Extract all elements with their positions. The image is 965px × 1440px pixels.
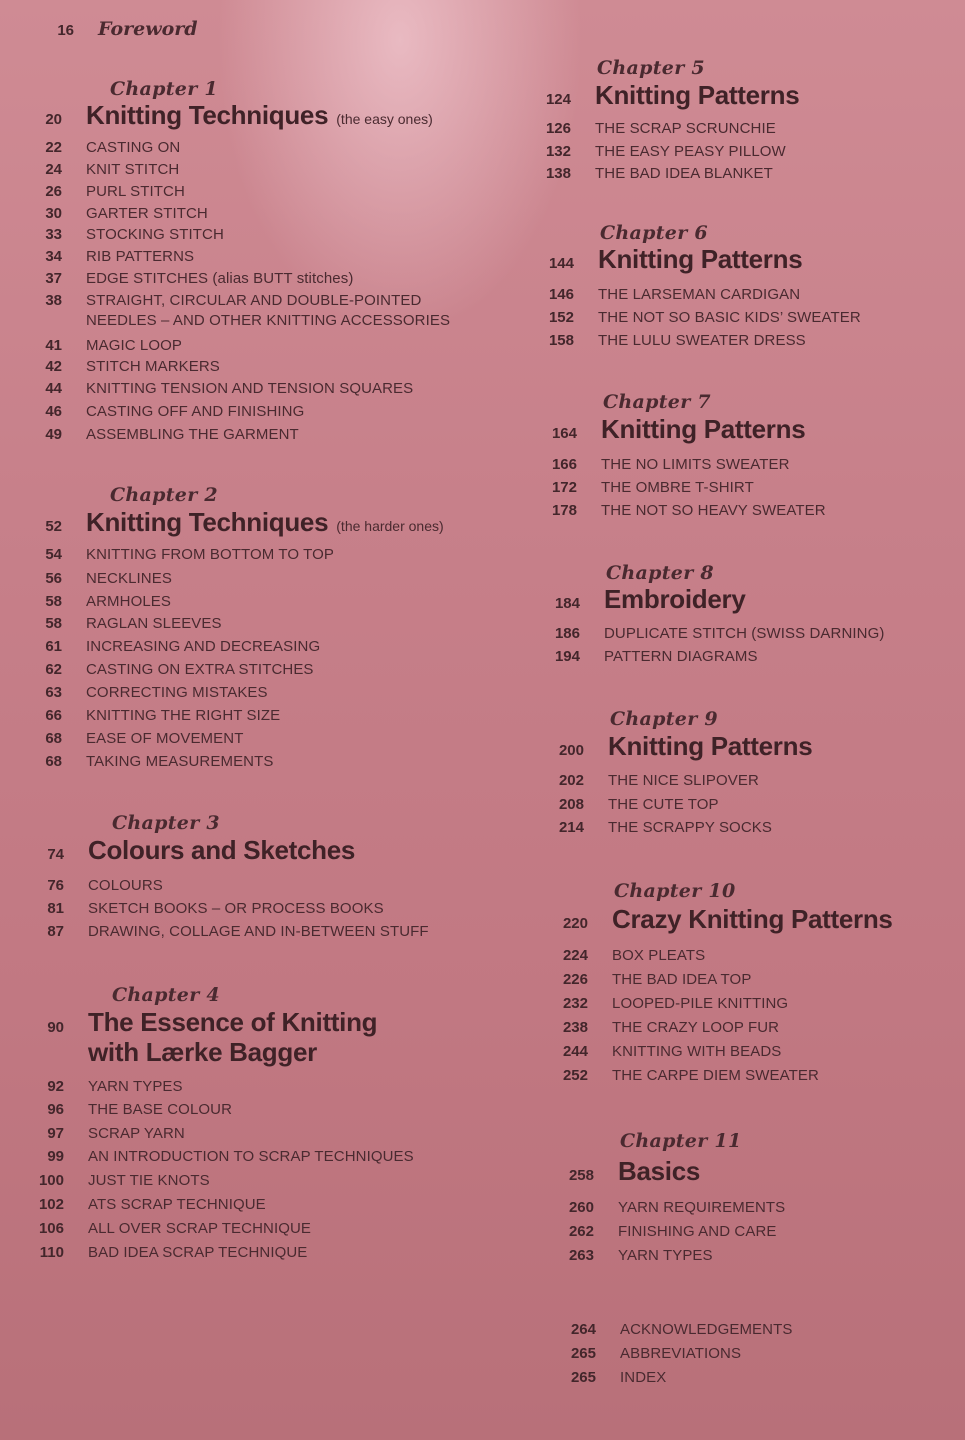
- toc-entry: [18, 139, 180, 156]
- toc-entry: [527, 120, 776, 137]
- entry-text: FINISHING AND CARE: [618, 1223, 777, 1240]
- toc-entry: [20, 1125, 185, 1142]
- page-number: 138: [545, 165, 571, 182]
- entry-text: PATTERN DIAGRAMS: [604, 648, 758, 665]
- page-number: 232: [562, 995, 588, 1012]
- page-number: 262: [568, 1223, 594, 1240]
- entry-text: THE CARPE DIEM SWEATER: [612, 1067, 819, 1084]
- toc-entry: [550, 1223, 777, 1240]
- page-number: 49: [45, 426, 62, 443]
- page-number: 34: [45, 248, 62, 265]
- page-number: 102: [38, 1196, 64, 1213]
- page-number: 56: [45, 570, 62, 587]
- page-number: 172: [551, 479, 577, 496]
- entry-text: YARN TYPES: [618, 1247, 713, 1264]
- toc-entry: [18, 337, 182, 354]
- toc-entry: [544, 1043, 781, 1060]
- page-number: 92: [47, 1078, 64, 1095]
- page-number: 110: [39, 1244, 64, 1261]
- toc-entry: [20, 1148, 414, 1165]
- page-number: 97: [47, 1125, 64, 1142]
- entry-text: BOX PLEATS: [612, 947, 706, 964]
- toc-entry: [18, 593, 171, 610]
- toc-entry: [20, 1220, 311, 1237]
- entry-text: ASSEMBLING THE GARMENT: [86, 426, 299, 443]
- chapter-title: Basics: [618, 1156, 701, 1186]
- chapter-heading: [527, 80, 799, 111]
- entry-text: YARN REQUIREMENTS: [618, 1199, 786, 1216]
- entry-text: KNITTING WITH BEADS: [612, 1043, 782, 1060]
- toc-entry: [18, 684, 268, 701]
- page-number: 158: [548, 332, 574, 349]
- page-number: 96: [47, 1101, 64, 1118]
- toc-entry: [18, 161, 179, 178]
- toc-entry: [544, 971, 751, 988]
- page-number: 44: [45, 380, 62, 397]
- chapter-heading: [540, 731, 812, 762]
- toc-entry: [550, 1247, 713, 1264]
- entry-text: THE CUTE TOP: [608, 796, 719, 813]
- page-number: 63: [45, 684, 62, 701]
- entry-text: KNIT STITCH: [86, 161, 180, 178]
- chapter-heading: [18, 100, 433, 131]
- entry-text: NEEDLES – AND OTHER KNITTING ACCESSORIES: [86, 312, 451, 329]
- toc-entry: [530, 309, 861, 326]
- page-number: 214: [558, 819, 584, 836]
- page-number: 68: [45, 753, 62, 770]
- entry-text: RIB PATTERNS: [86, 248, 195, 265]
- entry-text: THE BAD IDEA BLANKET: [595, 165, 773, 182]
- chapter-heading: [20, 835, 355, 866]
- entry-text: CORRECTING MISTAKES: [86, 684, 268, 701]
- page-number: 58: [45, 593, 62, 610]
- page-number: 33: [45, 226, 62, 243]
- page-number: 264: [570, 1321, 596, 1338]
- toc-entry: [18, 638, 320, 655]
- toc-entry: [552, 1369, 666, 1386]
- entry-text: THE NO LIMITS SWEATER: [601, 456, 790, 473]
- toc-entry: [20, 1078, 183, 1095]
- page-number: 52: [45, 518, 62, 535]
- page-number: 61: [45, 638, 62, 655]
- toc-entry: [18, 183, 185, 200]
- toc-entry: [544, 995, 788, 1012]
- page-number: 132: [545, 143, 571, 160]
- entry-text: RAGLAN SLEEVES: [86, 615, 222, 632]
- entry-text: EDGE STITCHES (alias BUTT stitches): [86, 270, 354, 287]
- toc-entry: [18, 292, 421, 309]
- page-number: 124: [545, 91, 571, 108]
- page-number: 200: [558, 742, 584, 759]
- toc-entry: [18, 730, 243, 747]
- entry-text: MAGIC LOOP: [86, 337, 183, 354]
- page-number: 260: [568, 1199, 594, 1216]
- toc-entry: [552, 1345, 741, 1362]
- page-number: 166: [551, 456, 577, 473]
- toc-entry: [18, 248, 194, 265]
- entry-text: ABBREVIATIONS: [620, 1345, 742, 1362]
- entry-text: ACKNOWLEDGEMENTS: [620, 1321, 793, 1338]
- entry-text: INCREASING AND DECREASING: [86, 638, 321, 655]
- page-number: 244: [562, 1043, 588, 1060]
- page-number: 37: [45, 270, 62, 287]
- page-number: 74: [47, 846, 64, 863]
- page-number: 238: [562, 1019, 588, 1036]
- page-number: 24: [45, 161, 62, 178]
- toc-entry: [530, 332, 806, 349]
- page-number: 106: [38, 1220, 64, 1237]
- page-number: 178: [551, 502, 577, 519]
- page-number: 90: [47, 1019, 64, 1036]
- page-number: 258: [568, 1167, 594, 1184]
- page-number: 164: [551, 425, 577, 442]
- page-number: 220: [562, 915, 588, 932]
- toc-entry: [20, 1196, 266, 1213]
- toc-entry: [18, 570, 172, 587]
- toc-entry: [533, 502, 826, 519]
- entry-text: CASTING ON EXTRA STITCHES: [86, 661, 314, 678]
- entry-text: BAD IDEA SCRAP TECHNIQUE: [88, 1244, 308, 1261]
- entry-text: THE NICE SLIPOVER: [608, 772, 759, 789]
- entry-text: STOCKING STITCH: [86, 226, 224, 243]
- entry-text: THE LARSEMAN CARDIGAN: [598, 286, 801, 303]
- page-number: 252: [562, 1067, 588, 1084]
- chapter-heading: [18, 507, 444, 538]
- chapter-label: Chapter 3: [112, 812, 220, 834]
- chapter-title: Colours and Sketches: [88, 835, 356, 865]
- page-number: 224: [562, 947, 588, 964]
- toc-entry: [18, 270, 353, 287]
- toc-entry: [18, 226, 224, 243]
- toc-entry: [18, 615, 222, 632]
- entry-text: AN INTRODUCTION TO SCRAP TECHNIQUES: [88, 1148, 414, 1165]
- page-number: 126: [545, 120, 571, 137]
- chapter-title: Knitting Patterns: [595, 80, 800, 110]
- chapter-label: Chapter 2: [110, 484, 218, 506]
- toc-entry: [527, 165, 773, 182]
- toc-entry: [536, 648, 758, 665]
- toc-entry: [20, 1101, 232, 1118]
- toc-entry: [20, 877, 163, 894]
- page-number: 76: [47, 877, 64, 894]
- entry-text: INDEX: [620, 1369, 667, 1386]
- page-number: 68: [45, 730, 62, 747]
- page-number: 66: [45, 707, 62, 724]
- chapter-title: Knitting Patterns: [601, 414, 806, 444]
- toc-entry: [18, 205, 208, 222]
- page-number: 202: [558, 772, 584, 789]
- chapter-label: Chapter 8: [606, 562, 714, 584]
- page-number: 20: [45, 111, 62, 128]
- entry-text: TAKING MEASUREMENTS: [86, 753, 274, 770]
- foreword-title: Foreword: [98, 18, 198, 40]
- chapter-title: Knitting Patterns: [608, 731, 813, 761]
- entry-text: THE BASE COLOUR: [88, 1101, 233, 1118]
- page-number: 87: [47, 923, 64, 940]
- toc-entry: [18, 546, 334, 563]
- toc-entry: [18, 707, 280, 724]
- entry-text: THE CRAZY LOOP FUR: [612, 1019, 780, 1036]
- chapter-heading: [20, 1007, 418, 1067]
- chapter-heading: [550, 1156, 700, 1187]
- toc-entry: [20, 1244, 307, 1261]
- chapter-label: Chapter 1: [110, 78, 218, 100]
- entry-text: STITCH MARKERS: [86, 358, 220, 375]
- page-number: 184: [554, 595, 580, 612]
- chapter-subtitle: (the harder ones): [336, 518, 444, 534]
- entry-text: DRAWING, COLLAGE AND IN-BETWEEN STUFF: [88, 923, 429, 940]
- entry-text: THE SCRAPPY SOCKS: [608, 819, 772, 836]
- toc-entry: [540, 772, 759, 789]
- toc-entry: [552, 1321, 792, 1338]
- toc-entry: [20, 1172, 210, 1189]
- toc-entry: [550, 1199, 785, 1216]
- entry-text: GARTER STITCH: [86, 205, 208, 222]
- entry-text: THE NOT SO BASIC KIDS’ SWEATER: [598, 309, 861, 326]
- page-number: 54: [45, 546, 62, 563]
- entry-text: JUST TIE KNOTS: [88, 1172, 210, 1189]
- chapter-title: Knitting Techniques: [86, 507, 329, 537]
- entry-text: DUPLICATE STITCH (SWISS DARNING): [604, 625, 885, 642]
- toc-entry: [18, 380, 413, 397]
- page-number: 194: [554, 648, 580, 665]
- entry-text: THE BAD IDEA TOP: [612, 971, 752, 988]
- entry-text: PURL STITCH: [86, 183, 185, 200]
- chapter-label: Chapter 4: [112, 984, 220, 1006]
- page-number: 152: [548, 309, 574, 326]
- toc-entry: [18, 661, 314, 678]
- toc-entry: [20, 900, 384, 917]
- chapter-title: Knitting Techniques: [86, 100, 329, 130]
- toc-entry: [530, 286, 800, 303]
- entry-text: CASTING OFF AND FINISHING: [86, 403, 305, 420]
- toc-entry: [544, 1067, 819, 1084]
- chapter-label: Chapter 5: [597, 57, 705, 79]
- page-number: 100: [38, 1172, 64, 1189]
- chapter-heading: [536, 584, 746, 615]
- entry-text: KNITTING THE RIGHT SIZE: [86, 707, 281, 724]
- entry-text: THE EASY PEASY PILLOW: [595, 143, 786, 160]
- entry-text: LOOPED-PILE KNITTING: [612, 995, 789, 1012]
- page-number: 26: [45, 183, 62, 200]
- toc-entry: [527, 143, 786, 160]
- entry-text: THE OMBRE T-SHIRT: [601, 479, 754, 496]
- page-number: 186: [554, 625, 580, 642]
- page-number: 265: [570, 1345, 596, 1362]
- entry-text: THE LULU SWEATER DRESS: [598, 332, 806, 349]
- entry-text: STRAIGHT, CIRCULAR AND DOUBLE-POINTED: [86, 292, 422, 309]
- page-number: 38: [45, 292, 62, 309]
- toc-entry: [18, 312, 450, 329]
- page-number: 146: [548, 286, 574, 303]
- chapter-label: Chapter 11: [620, 1130, 742, 1152]
- foreword-row: [30, 18, 198, 40]
- toc-entry: [20, 923, 429, 940]
- entry-text: EASE OF MOVEMENT: [86, 730, 244, 747]
- page-number: 62: [45, 661, 62, 678]
- chapter-label: Chapter 9: [610, 708, 718, 730]
- entry-text: ARMHOLES: [86, 593, 171, 610]
- page-number: 41: [45, 337, 62, 354]
- page-number: 81: [47, 900, 64, 917]
- entry-text: KNITTING FROM BOTTOM TO TOP: [86, 546, 334, 563]
- page-number: 30: [45, 205, 62, 222]
- chapter-heading: [544, 904, 893, 935]
- page-number: 226: [562, 971, 588, 988]
- page-number: 263: [568, 1247, 594, 1264]
- chapter-subtitle: (the easy ones): [336, 111, 433, 127]
- toc-entry: [544, 947, 705, 964]
- toc-entry: [536, 625, 884, 642]
- entry-text: THE SCRAP SCRUNCHIE: [595, 120, 776, 137]
- toc-entry: [540, 796, 719, 813]
- page-number: 46: [45, 403, 62, 420]
- toc-entry: [533, 456, 790, 473]
- toc-entry: [18, 358, 220, 375]
- toc-entry: [18, 426, 299, 443]
- toc-entry: [540, 819, 772, 836]
- toc-entry: [544, 1019, 779, 1036]
- entry-text: ATS SCRAP TECHNIQUE: [88, 1196, 266, 1213]
- chapter-label: Chapter 10: [614, 880, 736, 902]
- page-number: 42: [45, 358, 62, 375]
- page-number: 144: [548, 255, 574, 272]
- chapter-label: Chapter 7: [603, 391, 711, 413]
- entry-text: THE NOT SO HEAVY SWEATER: [601, 502, 826, 519]
- chapter-title: Embroidery: [604, 584, 746, 614]
- chapter-title: Knitting Patterns: [598, 244, 803, 274]
- chapter-label: Chapter 6: [600, 222, 708, 244]
- chapter-title: The Essence of Knitting with Lærke Bagger: [88, 1007, 378, 1067]
- entry-text: SCRAP YARN: [88, 1125, 185, 1142]
- toc-entry: [533, 479, 754, 496]
- entry-text: NECKLINES: [86, 570, 172, 587]
- entry-text: ALL OVER SCRAP TECHNIQUE: [88, 1220, 312, 1237]
- entry-text: YARN TYPES: [88, 1078, 183, 1095]
- entry-text: CASTING ON: [86, 139, 181, 156]
- entry-text: SKETCH BOOKS – OR PROCESS BOOKS: [88, 900, 384, 917]
- entry-text: COLOURS: [88, 877, 163, 894]
- page-number: 265: [570, 1369, 596, 1386]
- page-number: 58: [45, 615, 62, 632]
- page-number: 99: [47, 1148, 64, 1165]
- chapter-heading: [530, 244, 802, 275]
- entry-text: KNITTING TENSION AND TENSION SQUARES: [86, 380, 414, 397]
- page-number: 208: [558, 796, 584, 813]
- chapter-title: Crazy Knitting Patterns: [612, 904, 893, 934]
- toc-entry: [18, 403, 304, 420]
- page-number: 22: [45, 139, 62, 156]
- page-number: 16: [57, 22, 74, 39]
- toc-entry: [18, 753, 273, 770]
- chapter-heading: [533, 414, 805, 445]
